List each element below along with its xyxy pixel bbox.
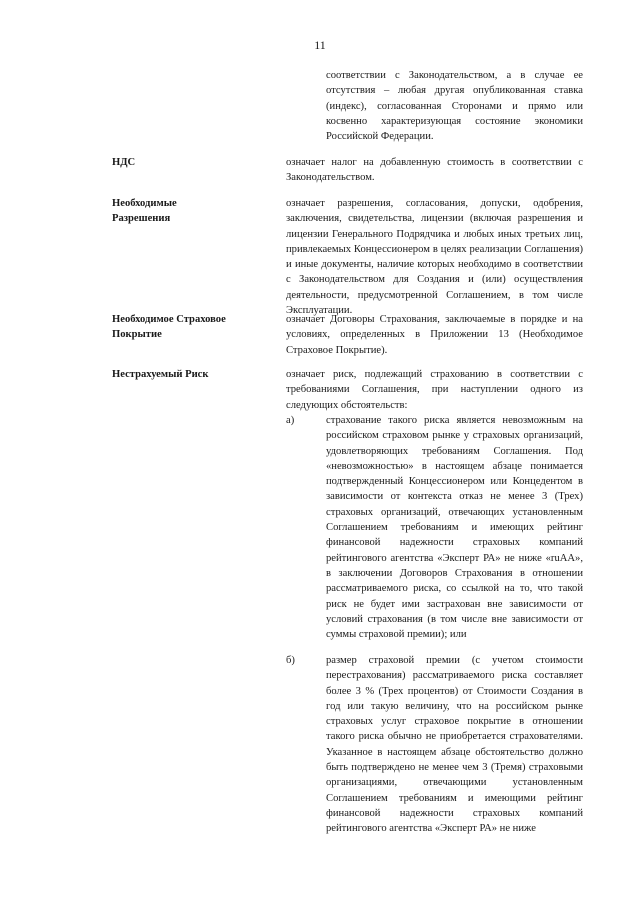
- continuation-paragraph: соответствии с Законодательством, а в случае ее отсутствия – любая другая опубликованная ставка (индекс), согласованная Сторонами и прямо или косвенно характеризующая состояние экономики Российской Федерации.: [326, 70, 583, 143]
- term-required-insurance-coverage: Необходимое Страховое Покрытие: [112, 314, 226, 341]
- item-text-a: страхование такого риска является невозможным на российском страховом рынке у страховых организаций, удовлетворяющих требованиям Соглашения. Под «невозможностью» в настоящем абзаце понимается подтвержденный Концессионером или Концедентом в зависимости от контекста отказ не менее 3 (Трех) страховых организаций, отвечающих установленным Соглашением требованиям и имеющих рейтинг финансовой надежности страховых компаний рейтингового агентства «Эксперт РА» не ниже «ruAA», в заключении Договоров Страхования в отношении рассматриваемого риска, со ссылкой на то, что такой риск не будет ими застрахован вне зависимости от условий страхования (в том числе вне зависимости от суммы страховой премии); или: [326, 415, 583, 641]
- term-required-permits: Необходимые Разрешения: [112, 198, 177, 225]
- definition-required-permits: означает разрешения, согласования, допуски, одобрения, заключения, свидетельства, лицензии (включая разрешения и лицензии Генерального Подрядчика и любых иных третьих лиц, привлекаемых Концессионером в целях реализации Соглашения) и иные документы, наличие которых необходимо в соответствии с Законодательством для Создания и (или) осуществления деятельности, предусмотренной Соглашением, в том числе Эксплуатации.: [286, 198, 583, 317]
- page-number: 11: [314, 38, 326, 52]
- item-text-b: размер страховой премии (с учетом стоимости перестрахования) рассматриваемого риска составляет более 3 % (Трех процентов) от Стоимости Создания в год или такую величину, что на российском рынке страховых услуг страховое покрытие в отношении такого риска обычно не приобретается страхователями. Указанное в настоящем абзаце обстоятельство должно быть подтверждено не менее чем 3 (Тремя) страховыми организациями, отвечающими установленным Соглашением требованиям и имеющими рейтинг финансовой надежности страховых компаний рейтингового агентства «Эксперт РА» не ниже: [326, 655, 583, 835]
- term-uninsurable-risk: Нестрахуемый Риск: [112, 369, 209, 380]
- definition-required-insurance-coverage: означает Договоры Страхования, заключаемые в порядке и на условиях, определенных в Приложении 13 (Необходимое Страховое Покрытие).: [286, 314, 583, 356]
- definition-nds: означает налог на добавленную стоимость в соответствии с Законодательством.: [286, 157, 583, 184]
- term-nds: НДС: [112, 157, 136, 168]
- item-label-a: а): [286, 415, 295, 426]
- item-label-b: б): [286, 655, 295, 666]
- definition-uninsurable-risk: означает риск, подлежащий страхованию в соответствии с требованиями Соглашения, при наступлении одного из следующих обстоятельств:: [286, 369, 583, 411]
